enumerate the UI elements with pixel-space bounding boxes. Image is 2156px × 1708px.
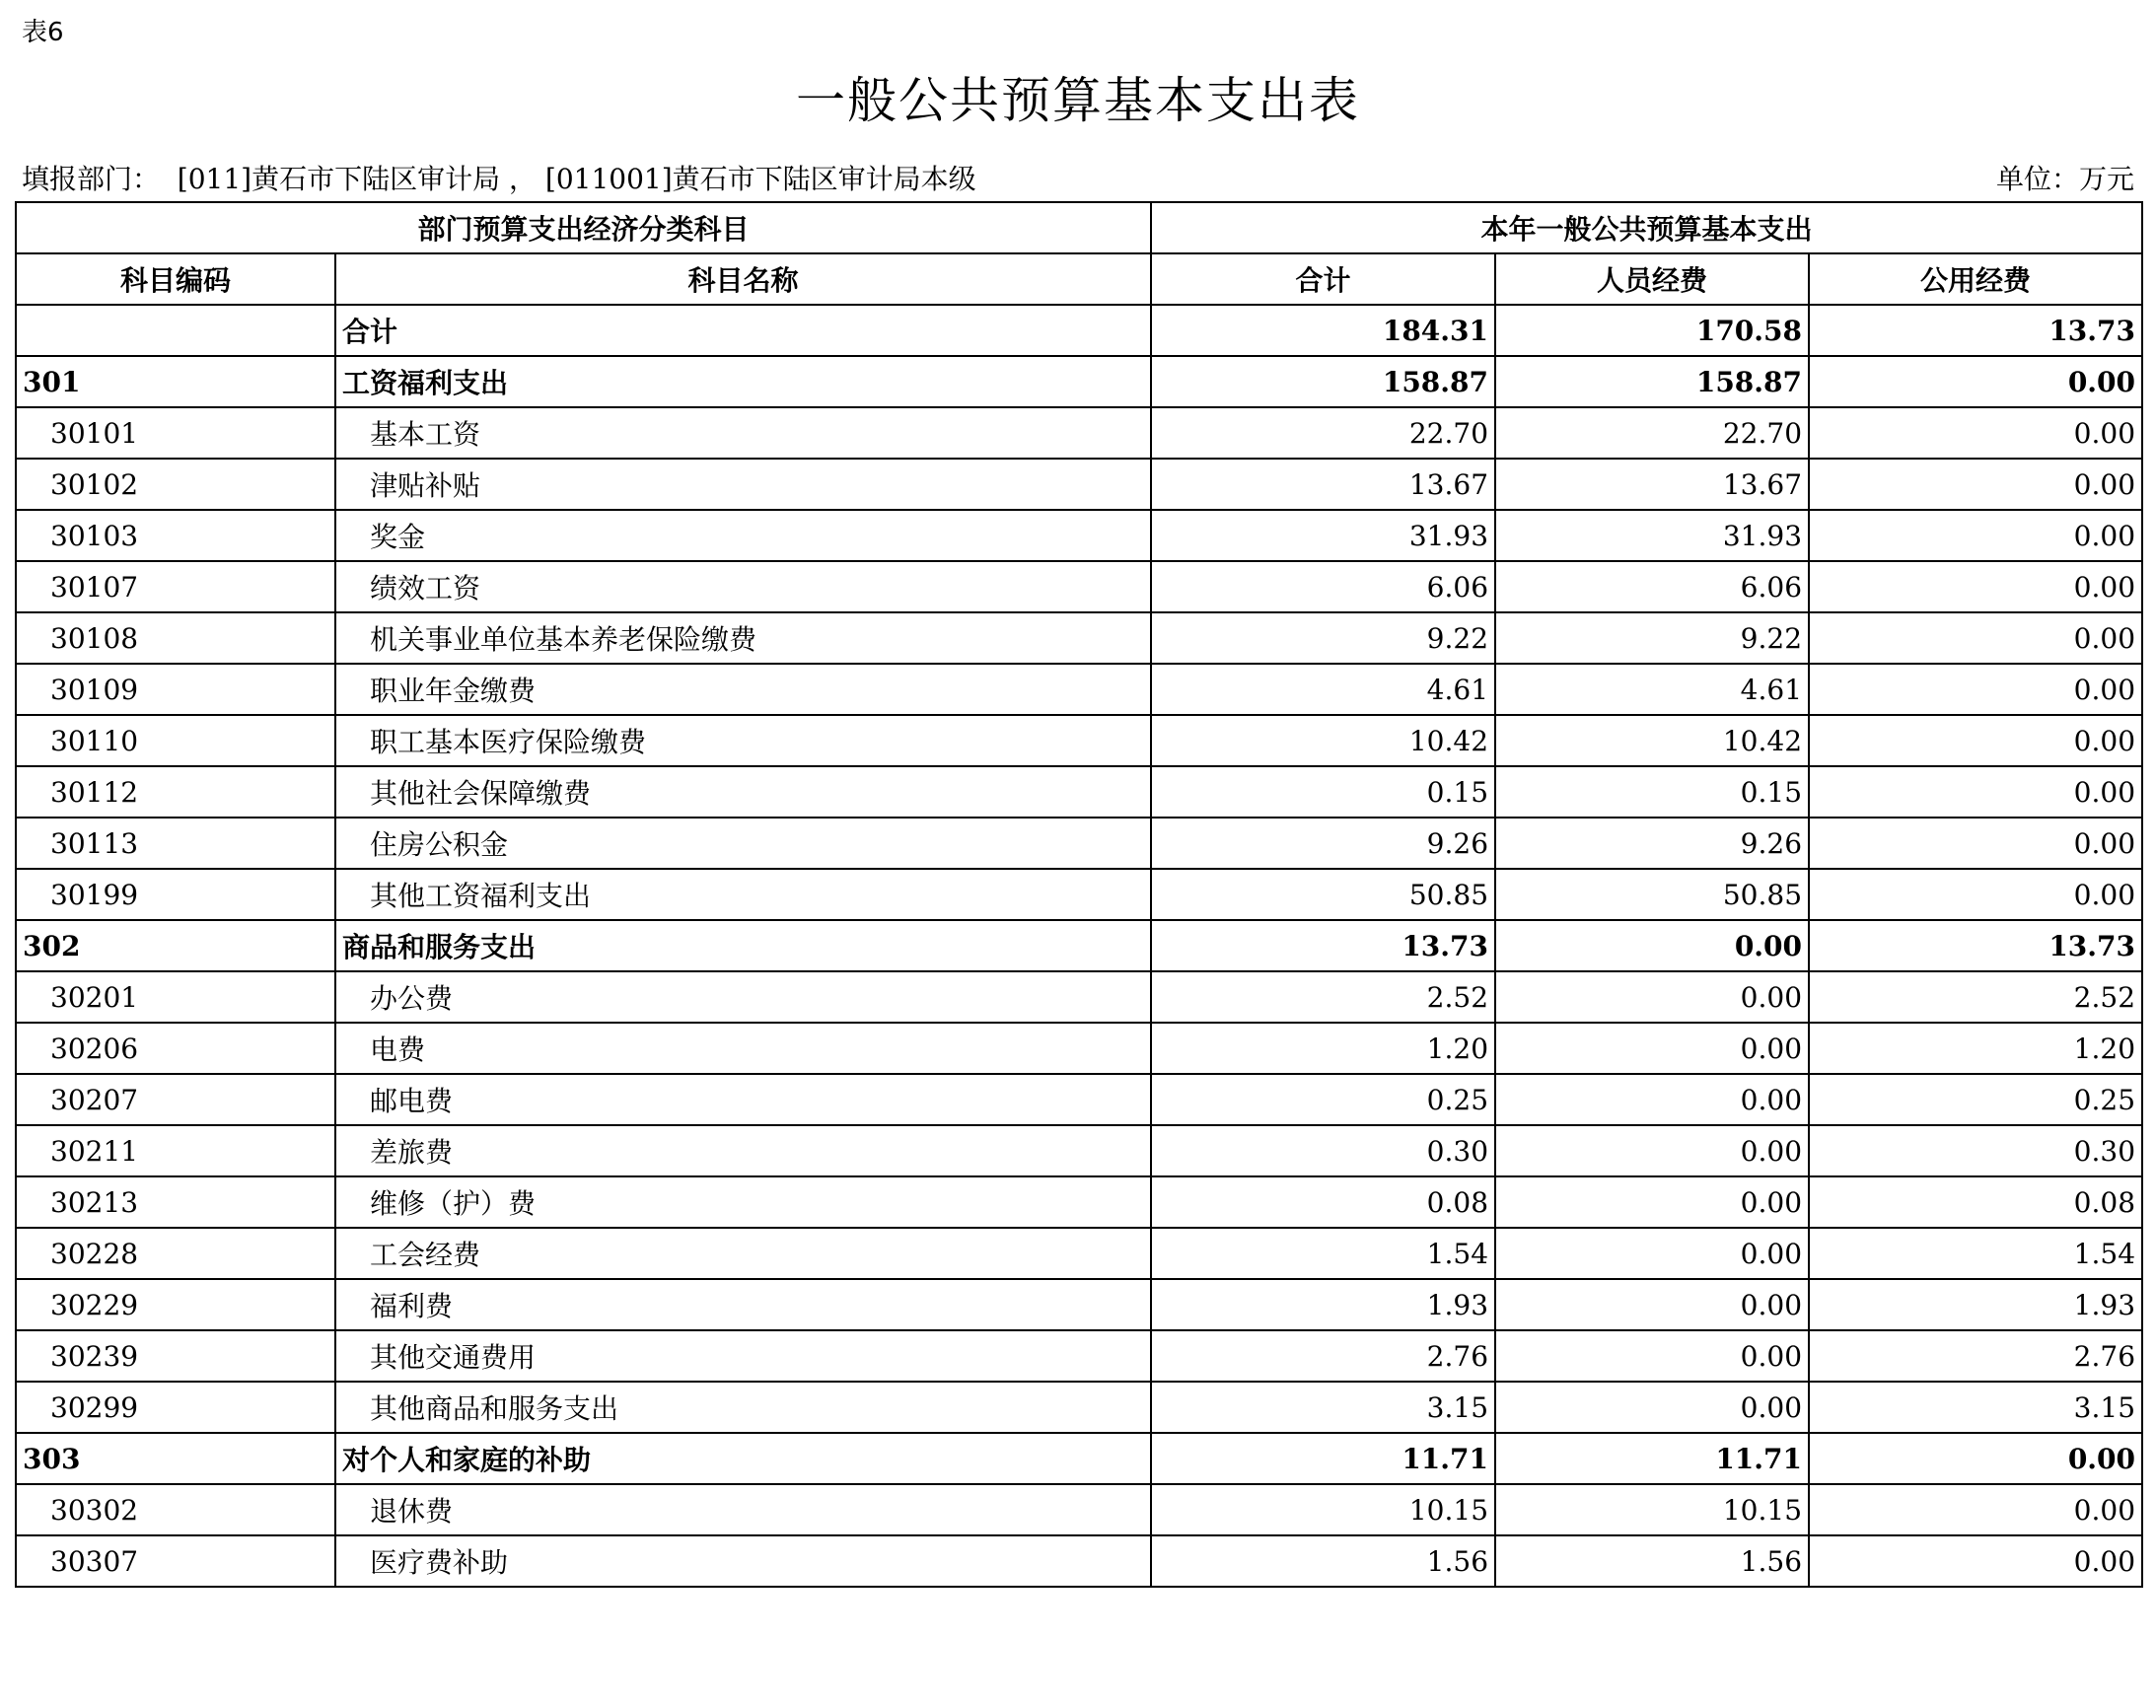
code-cell: 301 bbox=[16, 356, 335, 407]
name-column-header: 科目名称 bbox=[335, 253, 1151, 305]
code-cell: 30101 bbox=[16, 407, 335, 459]
personnel-cell: 0.00 bbox=[1495, 1228, 1809, 1279]
table-row bbox=[16, 356, 2142, 407]
total-cell: 158.87 bbox=[1151, 356, 1495, 407]
total-cell: 1.54 bbox=[1151, 1228, 1495, 1279]
public-cell: 0.00 bbox=[1809, 356, 2142, 407]
code-cell: 302 bbox=[16, 920, 335, 971]
name-cell: 维修（护）费 bbox=[335, 1176, 1151, 1228]
personnel-cell: 0.00 bbox=[1495, 1382, 1809, 1433]
meta-row bbox=[22, 158, 2134, 197]
personnel-cell: 0.00 bbox=[1495, 971, 1809, 1023]
basic-expenditure-group-header: 本年一般公共预算基本支出 bbox=[1151, 202, 2142, 253]
code-cell: 30110 bbox=[16, 715, 335, 766]
page-title: 一般公共预算基本支出表 bbox=[796, 72, 1360, 129]
name-cell: 工会经费 bbox=[335, 1228, 1151, 1279]
total-cell: 0.30 bbox=[1151, 1125, 1495, 1176]
name-cell: 津贴补贴 bbox=[335, 459, 1151, 510]
table-row bbox=[16, 1228, 2142, 1279]
table-row bbox=[16, 1125, 2142, 1176]
public-cell: 0.00 bbox=[1809, 766, 2142, 818]
total-cell: 6.06 bbox=[1151, 561, 1495, 612]
public-cell: 0.00 bbox=[1809, 1535, 2142, 1587]
total-cell: 0.08 bbox=[1151, 1176, 1495, 1228]
total-cell: 184.31 bbox=[1151, 305, 1495, 356]
public-cell: 0.30 bbox=[1809, 1125, 2142, 1176]
code-cell: 30307 bbox=[16, 1535, 335, 1587]
total-cell: 10.42 bbox=[1151, 715, 1495, 766]
table-row bbox=[16, 305, 2142, 356]
table-row bbox=[16, 766, 2142, 818]
name-cell: 办公费 bbox=[335, 971, 1151, 1023]
table-row bbox=[16, 1074, 2142, 1125]
code-cell: 30201 bbox=[16, 971, 335, 1023]
code-cell: 30107 bbox=[16, 561, 335, 612]
total-cell: 2.52 bbox=[1151, 971, 1495, 1023]
code-cell: 30199 bbox=[16, 869, 335, 920]
table-body bbox=[16, 305, 2142, 1587]
public-cell: 0.00 bbox=[1809, 818, 2142, 869]
public-cell: 0.00 bbox=[1809, 459, 2142, 510]
code-cell: 30108 bbox=[16, 612, 335, 664]
name-cell: 其他社会保障缴费 bbox=[335, 766, 1151, 818]
total-cell: 9.22 bbox=[1151, 612, 1495, 664]
table-row bbox=[16, 459, 2142, 510]
personnel-cell: 0.00 bbox=[1495, 1074, 1809, 1125]
total-cell: 22.70 bbox=[1151, 407, 1495, 459]
name-cell: 机关事业单位基本养老保险缴费 bbox=[335, 612, 1151, 664]
name-cell: 邮电费 bbox=[335, 1074, 1151, 1125]
public-cell: 0.08 bbox=[1809, 1176, 2142, 1228]
code-cell: 30228 bbox=[16, 1228, 335, 1279]
name-cell: 电费 bbox=[335, 1023, 1151, 1074]
total-cell: 2.76 bbox=[1151, 1330, 1495, 1382]
total-cell: 13.73 bbox=[1151, 920, 1495, 971]
name-cell: 其他交通费用 bbox=[335, 1330, 1151, 1382]
table-row bbox=[16, 561, 2142, 612]
personnel-cell: 9.26 bbox=[1495, 818, 1809, 869]
personnel-cell: 0.15 bbox=[1495, 766, 1809, 818]
total-cell: 13.67 bbox=[1151, 459, 1495, 510]
code-cell: 303 bbox=[16, 1433, 335, 1484]
personnel-cell: 50.85 bbox=[1495, 869, 1809, 920]
table-label: 表6 bbox=[22, 18, 64, 47]
personnel-cell: 158.87 bbox=[1495, 356, 1809, 407]
code-cell: 30229 bbox=[16, 1279, 335, 1330]
public-cell: 1.20 bbox=[1809, 1023, 2142, 1074]
code-cell: 30103 bbox=[16, 510, 335, 561]
name-cell: 其他工资福利支出 bbox=[335, 869, 1151, 920]
table-row bbox=[16, 1330, 2142, 1382]
total-cell: 50.85 bbox=[1151, 869, 1495, 920]
code-cell: 30109 bbox=[16, 664, 335, 715]
personnel-cell: 0.00 bbox=[1495, 920, 1809, 971]
table-row bbox=[16, 1535, 2142, 1587]
name-cell: 奖金 bbox=[335, 510, 1151, 561]
table-row bbox=[16, 818, 2142, 869]
code-cell: 30102 bbox=[16, 459, 335, 510]
total-column-header: 合计 bbox=[1151, 253, 1495, 305]
personnel-cell: 6.06 bbox=[1495, 561, 1809, 612]
public-cell: 2.76 bbox=[1809, 1330, 2142, 1382]
name-cell: 对个人和家庭的补助 bbox=[335, 1433, 1151, 1484]
name-cell: 职工基本医疗保险缴费 bbox=[335, 715, 1151, 766]
public-cell: 0.25 bbox=[1809, 1074, 2142, 1125]
name-cell: 福利费 bbox=[335, 1279, 1151, 1330]
code-cell: 30211 bbox=[16, 1125, 335, 1176]
name-cell: 退休费 bbox=[335, 1484, 1151, 1535]
code-cell: 30213 bbox=[16, 1176, 335, 1228]
personnel-cell: 170.58 bbox=[1495, 305, 1809, 356]
code-cell: 30113 bbox=[16, 818, 335, 869]
column-header-row bbox=[16, 253, 2142, 305]
name-cell: 商品和服务支出 bbox=[335, 920, 1151, 971]
personnel-cell: 10.15 bbox=[1495, 1484, 1809, 1535]
total-cell: 11.71 bbox=[1151, 1433, 1495, 1484]
personnel-cell: 10.42 bbox=[1495, 715, 1809, 766]
public-cell: 0.00 bbox=[1809, 612, 2142, 664]
table-row bbox=[16, 971, 2142, 1023]
name-cell: 合计 bbox=[335, 305, 1151, 356]
public-cell: 0.00 bbox=[1809, 1433, 2142, 1484]
personnel-cell: 4.61 bbox=[1495, 664, 1809, 715]
name-cell: 职业年金缴费 bbox=[335, 664, 1151, 715]
table-row bbox=[16, 1279, 2142, 1330]
public-cell: 3.15 bbox=[1809, 1382, 2142, 1433]
personnel-cell: 11.71 bbox=[1495, 1433, 1809, 1484]
total-cell: 4.61 bbox=[1151, 664, 1495, 715]
table-row bbox=[16, 612, 2142, 664]
name-cell: 差旅费 bbox=[335, 1125, 1151, 1176]
code-cell: 30239 bbox=[16, 1330, 335, 1382]
personnel-cell: 13.67 bbox=[1495, 459, 1809, 510]
code-cell bbox=[16, 305, 335, 356]
public-cell: 13.73 bbox=[1809, 305, 2142, 356]
personnel-cell: 0.00 bbox=[1495, 1176, 1809, 1228]
table-row bbox=[16, 1023, 2142, 1074]
group-header-row bbox=[16, 202, 2142, 253]
department-info: 填报部门： [011]黄石市下陆区审计局 ， [011001]黄石市下陆区审计局本级 bbox=[22, 163, 976, 195]
public-cell: 1.54 bbox=[1809, 1228, 2142, 1279]
total-cell: 9.26 bbox=[1151, 818, 1495, 869]
total-cell: 31.93 bbox=[1151, 510, 1495, 561]
public-cell: 0.00 bbox=[1809, 869, 2142, 920]
personnel-column-header: 人员经费 bbox=[1495, 253, 1809, 305]
name-cell: 绩效工资 bbox=[335, 561, 1151, 612]
table-row bbox=[16, 715, 2142, 766]
public-cell: 13.73 bbox=[1809, 920, 2142, 971]
personnel-cell: 0.00 bbox=[1495, 1023, 1809, 1074]
code-cell: 30207 bbox=[16, 1074, 335, 1125]
code-cell: 30206 bbox=[16, 1023, 335, 1074]
public-cell: 0.00 bbox=[1809, 407, 2142, 459]
public-cell: 0.00 bbox=[1809, 510, 2142, 561]
table-row bbox=[16, 1433, 2142, 1484]
unit-info: 单位：万元 bbox=[1995, 163, 2134, 195]
public-cell: 2.52 bbox=[1809, 971, 2142, 1023]
total-cell: 1.56 bbox=[1151, 1535, 1495, 1587]
table-row bbox=[16, 920, 2142, 971]
public-cell: 0.00 bbox=[1809, 561, 2142, 612]
code-column-header: 科目编码 bbox=[16, 253, 335, 305]
budget-table bbox=[15, 201, 2143, 1588]
table-row bbox=[16, 1484, 2142, 1535]
name-cell: 医疗费补助 bbox=[335, 1535, 1151, 1587]
personnel-cell: 0.00 bbox=[1495, 1125, 1809, 1176]
classification-group-header: 部门预算支出经济分类科目 bbox=[16, 202, 1151, 253]
total-cell: 1.20 bbox=[1151, 1023, 1495, 1074]
table-row bbox=[16, 407, 2142, 459]
public-column-header: 公用经费 bbox=[1809, 253, 2142, 305]
personnel-cell: 9.22 bbox=[1495, 612, 1809, 664]
total-cell: 0.25 bbox=[1151, 1074, 1495, 1125]
total-cell: 0.15 bbox=[1151, 766, 1495, 818]
name-cell: 其他商品和服务支出 bbox=[335, 1382, 1151, 1433]
total-cell: 10.15 bbox=[1151, 1484, 1495, 1535]
table-row bbox=[16, 1382, 2142, 1433]
personnel-cell: 0.00 bbox=[1495, 1330, 1809, 1382]
personnel-cell: 1.56 bbox=[1495, 1535, 1809, 1587]
total-cell: 3.15 bbox=[1151, 1382, 1495, 1433]
table-row bbox=[16, 1176, 2142, 1228]
public-cell: 0.00 bbox=[1809, 1484, 2142, 1535]
personnel-cell: 31.93 bbox=[1495, 510, 1809, 561]
name-cell: 基本工资 bbox=[335, 407, 1151, 459]
name-cell: 工资福利支出 bbox=[335, 356, 1151, 407]
code-cell: 30299 bbox=[16, 1382, 335, 1433]
public-cell: 0.00 bbox=[1809, 664, 2142, 715]
personnel-cell: 22.70 bbox=[1495, 407, 1809, 459]
table-row bbox=[16, 510, 2142, 561]
personnel-cell: 0.00 bbox=[1495, 1279, 1809, 1330]
code-cell: 30112 bbox=[16, 766, 335, 818]
code-cell: 30302 bbox=[16, 1484, 335, 1535]
table-row bbox=[16, 869, 2142, 920]
public-cell: 0.00 bbox=[1809, 715, 2142, 766]
table-row bbox=[16, 664, 2142, 715]
name-cell: 住房公积金 bbox=[335, 818, 1151, 869]
total-cell: 1.93 bbox=[1151, 1279, 1495, 1330]
public-cell: 1.93 bbox=[1809, 1279, 2142, 1330]
